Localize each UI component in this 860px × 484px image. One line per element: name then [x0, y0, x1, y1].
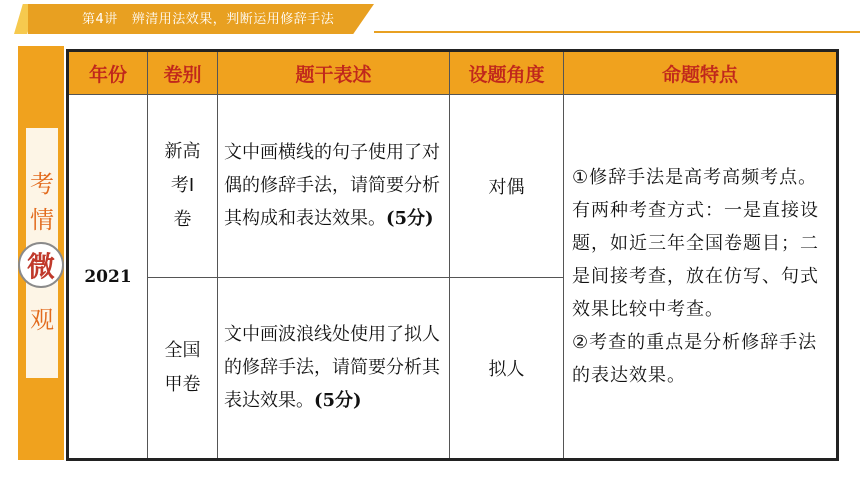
- banner-title: [82, 8, 334, 27]
- volume-line: 新高: [164, 140, 201, 162]
- table-row: [68, 95, 838, 278]
- volume-line: 甲卷: [164, 373, 201, 395]
- features-cell: [564, 95, 838, 460]
- header-year: 年份: [68, 51, 148, 95]
- top-banner: [0, 0, 860, 36]
- volume-cell: [148, 277, 218, 460]
- header-description: 题干表述: [218, 51, 450, 95]
- year-cell: 2021: [68, 95, 148, 460]
- description-cell: [218, 95, 450, 278]
- header-angle: 设题角度: [450, 51, 564, 95]
- side-badge-char: 微: [26, 250, 55, 283]
- banner-underline: [374, 31, 860, 33]
- header-volume: 卷别: [148, 51, 218, 95]
- lesson-title: 辨清用法效果，判断运用修辞手法: [131, 12, 335, 27]
- description-cell: [218, 277, 450, 460]
- angle-cell: 对偶: [450, 95, 564, 278]
- exam-table: [66, 49, 839, 461]
- description-text: 文中画横线的句子使用了对偶的修辞手法，请简要分析其构成和表达效果。: [224, 142, 440, 230]
- lesson-number: 第4讲: [82, 12, 118, 27]
- feature-text: ①修辞手法是高考高频考点。有两种考查方式：一是直接设题，如近三年全国卷题目；二是间接考查，放在仿写、句式效果比较中考查。: [572, 167, 819, 320]
- score-text: (5分): [314, 390, 362, 412]
- side-char-guan: 观: [30, 306, 54, 334]
- angle-cell: 拟人: [450, 277, 564, 460]
- table-header-row: [68, 51, 838, 95]
- side-char-kao: 考: [30, 170, 54, 198]
- side-badge: [18, 242, 64, 288]
- volume-line: 全国: [164, 339, 201, 361]
- volume-line: 考Ⅰ: [170, 174, 195, 196]
- feature-text: ②考查的重点是分析修辞手法的表达效果。: [572, 332, 818, 386]
- volume-cell: [148, 95, 218, 278]
- description-text: 文中画波浪线处使用了拟人的修辞手法，请简要分析其表达效果。: [224, 324, 440, 412]
- score-text: (5分): [386, 208, 434, 230]
- header-features: 命题特点: [564, 51, 838, 95]
- volume-line: 卷: [173, 208, 192, 230]
- side-char-qing: 情: [30, 206, 54, 234]
